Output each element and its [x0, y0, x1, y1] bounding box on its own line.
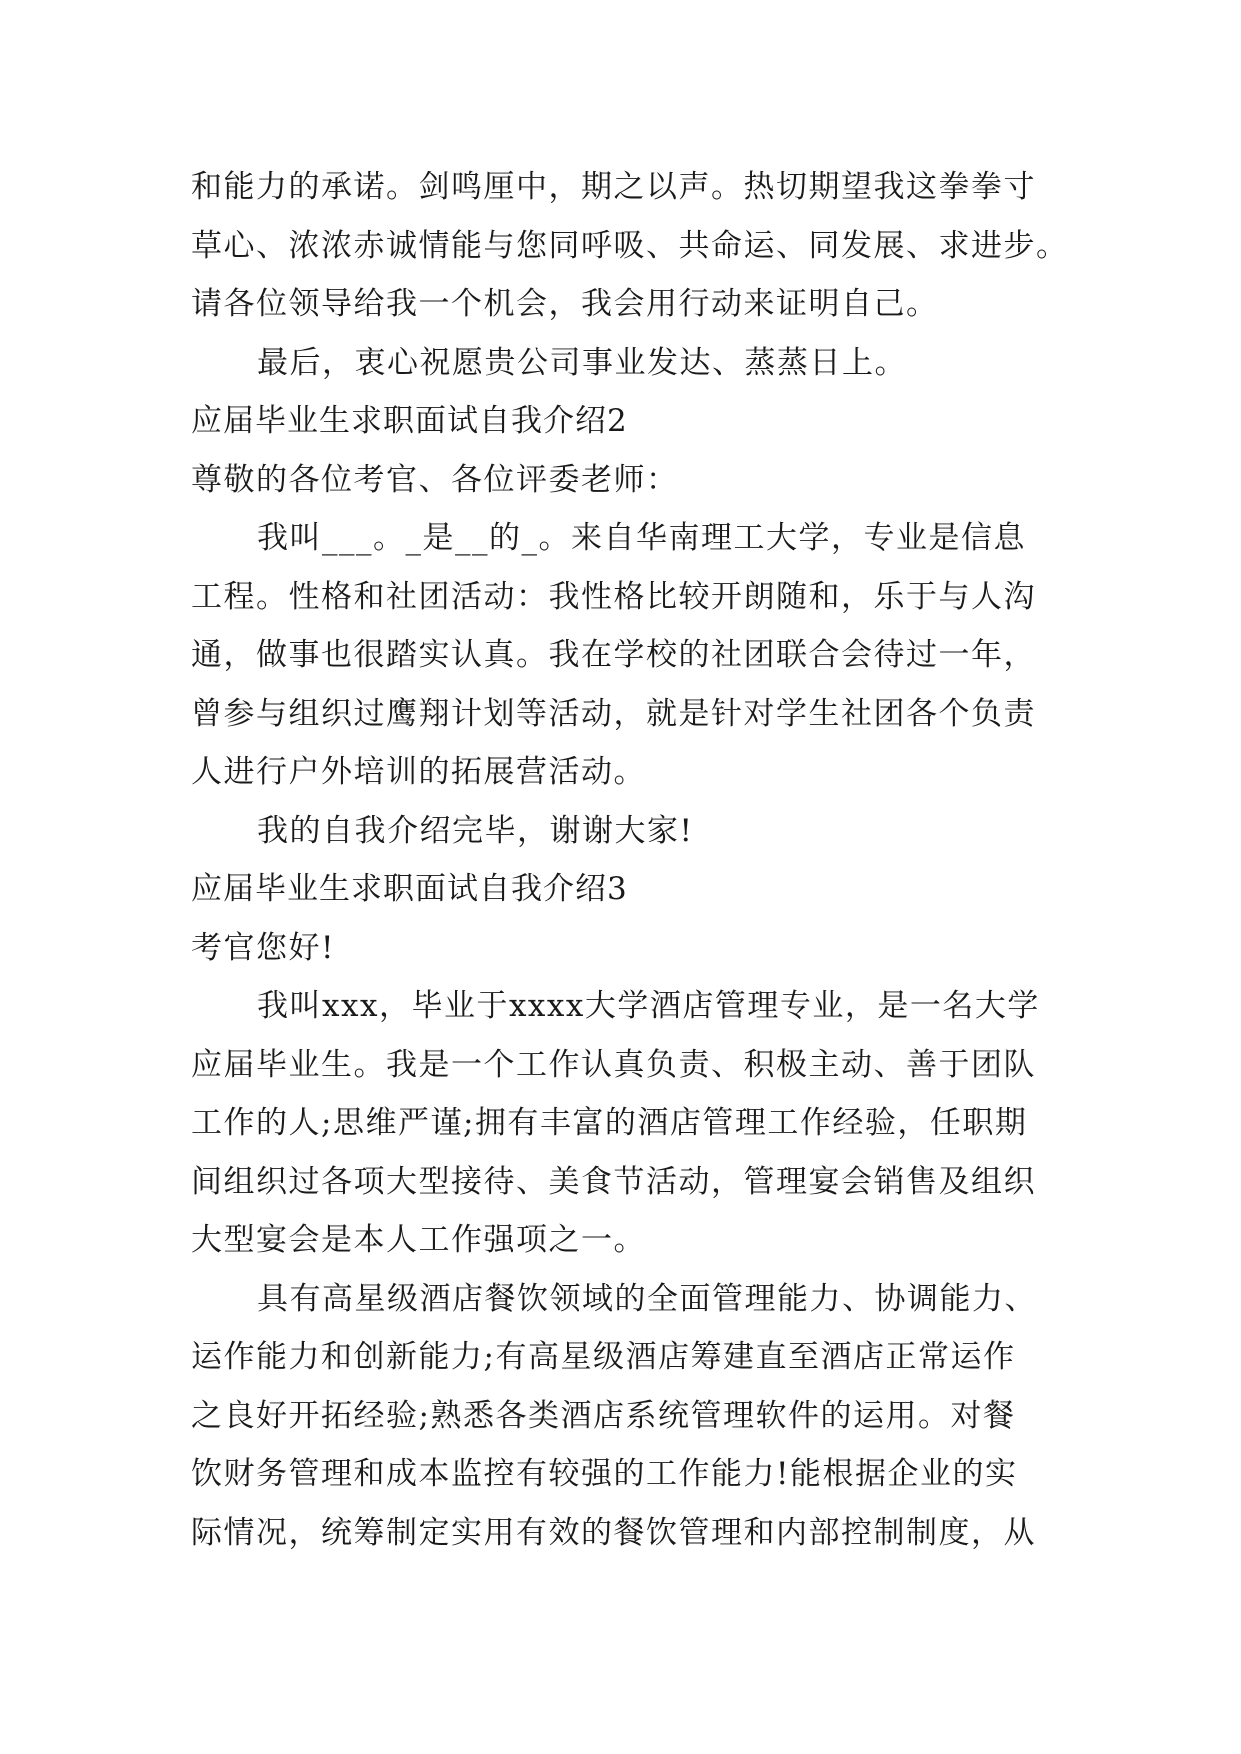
- body-line: 应届毕业生。我是一个工作认真负责、积极主动、善于团队: [191, 1046, 1036, 1083]
- paragraph-start-line: 我叫xxx，毕业于xxxx大学酒店管理专业，是一名大学: [257, 988, 1040, 1024]
- salutation: 考官您好!: [191, 929, 335, 966]
- body-line: 工作的人;思维严谨;拥有丰富的酒店管理工作经验，任职期: [191, 1105, 1028, 1141]
- body-line: 和能力的承诺。剑鸣厘中，期之以声。热切期望我这拳拳寸: [191, 169, 1036, 205]
- body-line: 工程。性格和社团活动：我性格比较开朗随和，乐于与人沟: [191, 578, 1036, 615]
- paragraph-start-line: 我的自我介绍完毕，谢谢大家!: [257, 812, 694, 849]
- salutation: 尊敬的各位考官、各位评委老师：: [191, 461, 679, 498]
- body-line: 通，做事也很踏实认真。我在学校的社团联合会待过一年，: [191, 637, 1036, 673]
- body-line: 间组织过各项大型接待、美食节活动，管理宴会销售及组织: [191, 1163, 1036, 1200]
- paragraph-start-line: 最后，衷心祝愿贵公司事业发达、蒸蒸日上。: [257, 344, 907, 381]
- body-line: 饮财务管理和成本监控有较强的工作能力!能根据企业的实: [191, 1456, 1018, 1492]
- body-line: 人进行户外培训的拓展营活动。: [191, 754, 646, 790]
- body-line: 际情况，统筹制定实用有效的餐饮管理和内部控制制度，从: [191, 1514, 1036, 1551]
- body-line: 运作能力和创新能力;有高星级酒店筹建直至酒店正常运作: [191, 1339, 1016, 1375]
- paragraph-start-line: 我叫___。_是__的_。来自华南理工大学，专业是信息: [257, 520, 1026, 556]
- document-body: [191, 158, 1069, 1562]
- paragraph-start-line: 具有高星级酒店餐饮领域的全面管理能力、协调能力、: [257, 1280, 1037, 1317]
- body-line: 曾参与组织过鹰翔计划等活动，就是针对学生社团各个负责: [191, 695, 1036, 732]
- body-line: 大型宴会是本人工作强项之一。: [191, 1222, 646, 1258]
- body-line: 草心、浓浓赤诚情能与您同呼吸、共命运、同发展、求进步。: [191, 227, 1069, 264]
- section-heading: 应届毕业生求职面试自我介绍3: [191, 871, 628, 907]
- body-line: 之良好开拓经验;熟悉各类酒店系统管理软件的运用。对餐: [191, 1397, 1016, 1434]
- body-line: 请各位领导给我一个机会，我会用行动来证明自己。: [191, 286, 939, 322]
- section-heading: 应届毕业生求职面试自我介绍2: [191, 403, 628, 439]
